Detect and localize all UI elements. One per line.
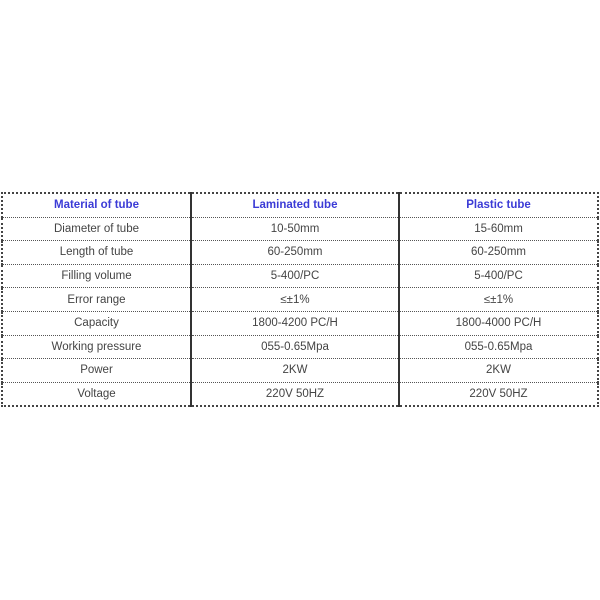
table-row (2, 382, 598, 406)
table-header-row (2, 193, 598, 217)
table-row (2, 288, 598, 312)
table-row (2, 241, 598, 265)
table-row (2, 359, 598, 383)
plastic-value: 1800-4000 PC/H (399, 311, 598, 335)
laminated-value: 10-50mm (191, 217, 399, 241)
laminated-value: 055-0.65Mpa (191, 335, 399, 359)
plastic-value: 2KW (399, 359, 598, 383)
header-material-of-tube: Material of tube (2, 193, 191, 217)
laminated-value: 5-400/PC (191, 264, 399, 288)
row-label: Filling volume (2, 264, 191, 288)
plastic-value: 60-250mm (399, 241, 598, 265)
row-label: Voltage (2, 382, 191, 406)
plastic-value: 055-0.65Mpa (399, 335, 598, 359)
row-label: Working pressure (2, 335, 191, 359)
laminated-value: ≤±1% (191, 288, 399, 312)
table-row (2, 311, 598, 335)
header-plastic-tube: Plastic tube (399, 193, 598, 217)
plastic-value: ≤±1% (399, 288, 598, 312)
laminated-value: 60-250mm (191, 241, 399, 265)
specification-table (1, 192, 599, 407)
header-laminated-tube: Laminated tube (191, 193, 399, 217)
row-label: Error range (2, 288, 191, 312)
table-row (2, 217, 598, 241)
plastic-value: 15-60mm (399, 217, 598, 241)
laminated-value: 2KW (191, 359, 399, 383)
laminated-value: 1800-4200 PC/H (191, 311, 399, 335)
plastic-value: 220V 50HZ (399, 382, 598, 406)
row-label: Power (2, 359, 191, 383)
laminated-value: 220V 50HZ (191, 382, 399, 406)
row-label: Length of tube (2, 241, 191, 265)
plastic-value: 5-400/PC (399, 264, 598, 288)
table-row (2, 264, 598, 288)
table-row (2, 335, 598, 359)
row-label: Diameter of tube (2, 217, 191, 241)
row-label: Capacity (2, 311, 191, 335)
